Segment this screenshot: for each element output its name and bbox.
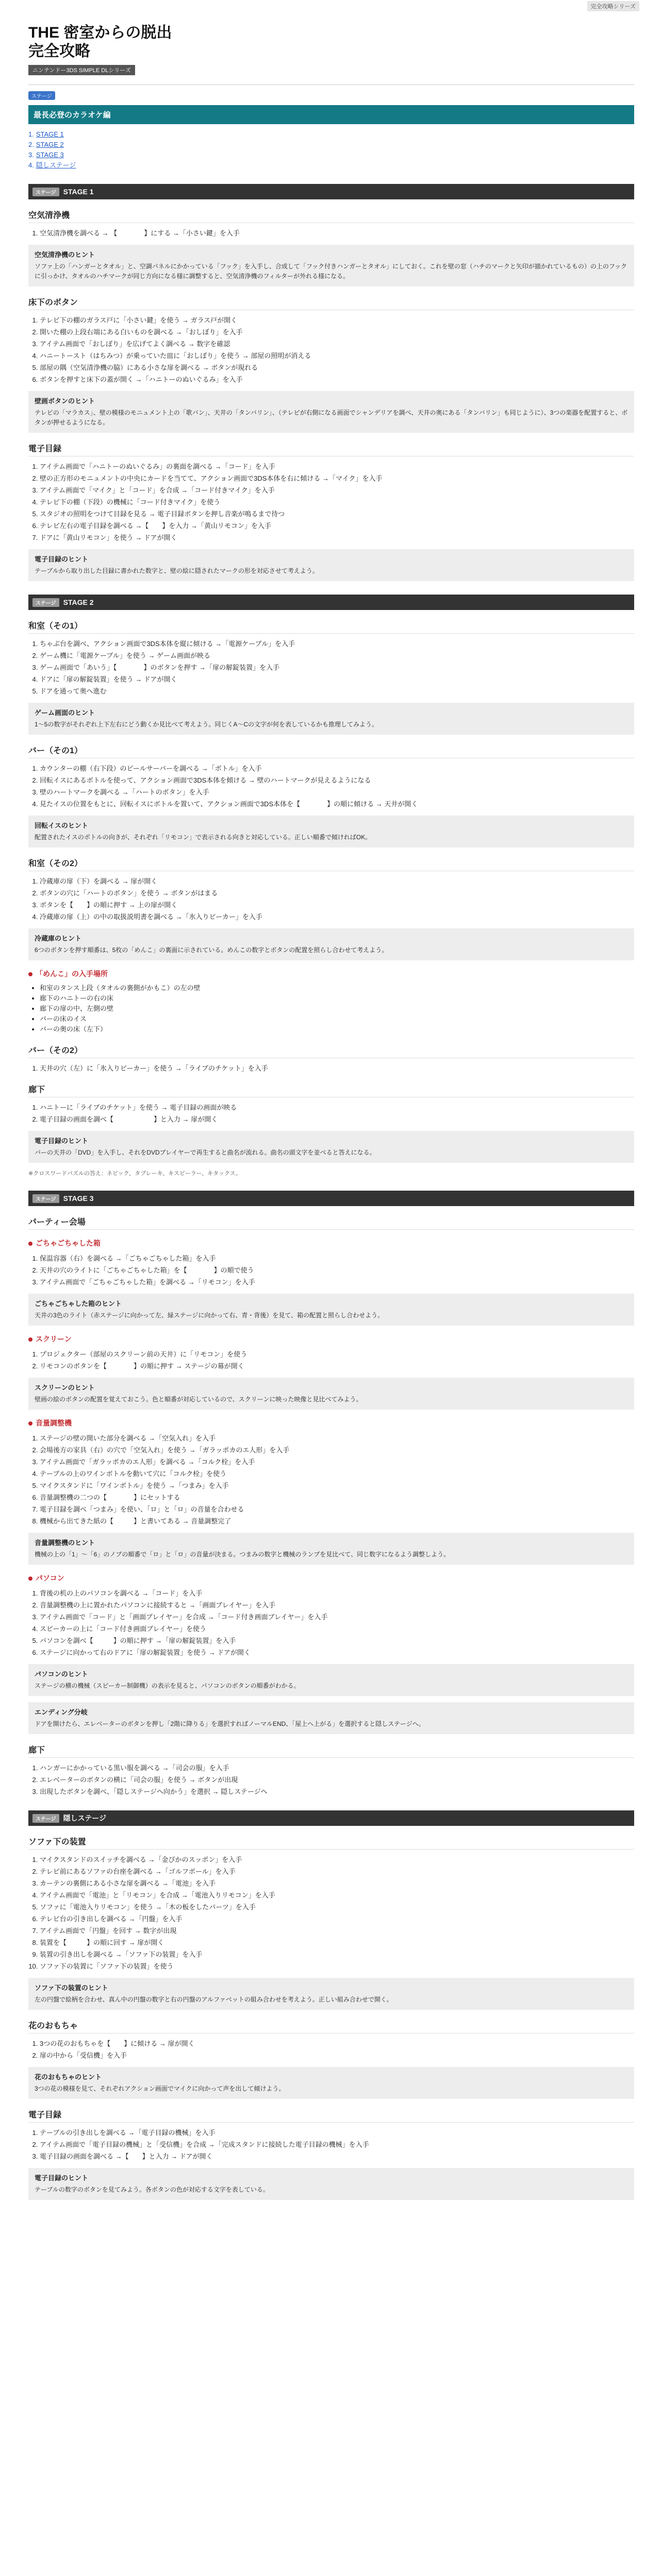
step-list bbox=[28, 639, 634, 697]
step: 2. 回転イスにあるボトルを使って、アクション画面で3DS本体を傾ける → 壁のハートマークが見えるようになる bbox=[40, 775, 634, 786]
step: 2. 開いた棚の上段右端にある白いものを調べる →「おしぼり」を入手 bbox=[40, 327, 634, 337]
step: 1. 背後の机の上のパソコンを調べる →「コード」を入手 bbox=[40, 1588, 634, 1599]
hint-text: テレビの「マラカス」、壁の模様のモニュメント上の「歌バン」、天井の「タンバリン」、（テレビが右側になる画面でシャンデリアを調べ、天井の奥にある「タンバリン」も同じように）、3つの楽器を配置すると、ボタンが押せるようになる。 bbox=[35, 409, 628, 426]
hint-box bbox=[28, 245, 634, 286]
step: 7. 電子目録を調べ「つまみ」を使い、「ロ」と「ロ」の音量を合わせる bbox=[40, 1504, 634, 1515]
subheading-text: 「めんこ」の入手場所 bbox=[36, 970, 108, 978]
stage1-section-floor bbox=[28, 296, 634, 433]
step: 1. テーブルの引き出しを調べる →「電子目録の機械」を入手 bbox=[40, 2128, 634, 2138]
step: 2. テレビ前にあるソファの台座を調べる →「ゴルフボール」を入手 bbox=[40, 1867, 634, 1877]
hint-text: 左の円盤で絵柄を合わせ、真ん中の円盤の数字と右の円盤のアルファベットの組み合わせを考えよう。正しい組み合わせで開く。 bbox=[35, 1996, 393, 2003]
section-title: 空気清浄機 bbox=[28, 209, 634, 223]
toc-link-hidden[interactable]: 隠しステージ bbox=[36, 161, 76, 169]
section-title: ソファ下の装置 bbox=[28, 1835, 634, 1850]
step-list bbox=[28, 1063, 634, 1074]
step-list bbox=[28, 1855, 634, 1972]
step-list bbox=[28, 462, 634, 543]
hint-box bbox=[28, 2168, 634, 2200]
hint-title: 電子目録のヒント bbox=[35, 2174, 89, 2182]
hint-text: 3つの花の模様を見て、それぞれアクション画面でマイクに向かって声を出して傾けよう。 bbox=[35, 2085, 285, 2092]
hint-title: 空気清浄機のヒント bbox=[35, 251, 95, 259]
section-title: バー（その2） bbox=[28, 1044, 634, 1058]
list-item: • 和室のタンス上段（タオルの裏側がかもこ）の左の壁 bbox=[40, 983, 634, 993]
hint-box bbox=[28, 1533, 634, 1565]
step: 3. 電子目録の画面を調べる →【 】と入力 → ドアが開く bbox=[40, 2151, 634, 2162]
hint-text: ソファ上の「ハンガーとタオル」と、空調パネルにかかっている「フック」を入手し、合成して「フック付きハンガーとタオル」にしておく。これを壁の窓（ハチのマークと矢印が描かれているもの）の上のフックに引っかけ、タオルのハチマークが同じ方向になる様に調整すると、空気清浄機のフィルターが外れる様になる。 bbox=[35, 263, 627, 280]
hint-text: ドアを開けたら、エレベーターのボタンを押し「2階に降りる」を選択すればノーマルEND、「屋上へ上がる」を選択すると隠しステージへ。 bbox=[35, 1720, 425, 1727]
step: 1. テレビ下の棚のガラス戸に「小さい鍵」を使う → ガラス戸が開く bbox=[40, 315, 634, 326]
stage2-header bbox=[28, 595, 634, 610]
step: 1. 保温容器（右）を調べる →「ごちゃごちゃした箱」を入手 bbox=[40, 1253, 634, 1264]
section-title: 床下のボタン bbox=[28, 296, 634, 310]
hidden-stage-header bbox=[28, 1810, 634, 1826]
hint-title: ゲーム画面のヒント bbox=[35, 709, 95, 717]
step: 2. 電子目録の画面を調べ【 】と入力 → 扉が開く bbox=[40, 1114, 634, 1125]
section-title: バー（その1） bbox=[28, 744, 634, 758]
step: 1. 天井の穴（左）に「氷入りビーカー」を使う →「ライブのチケット」を入手 bbox=[40, 1063, 634, 1074]
hint-title: スクリーンのヒント bbox=[35, 1384, 95, 1392]
stage-tag: ステージ bbox=[32, 598, 59, 607]
step: 2. ボタンの穴に「ハートのボタン」を使う → ボタンがはまる bbox=[40, 888, 634, 899]
hint-title: ソファ下の装置のヒント bbox=[35, 1984, 108, 1992]
step-list bbox=[28, 1588, 634, 1658]
hint-box bbox=[28, 1131, 634, 1163]
stage2-section-washitsu2 bbox=[28, 857, 634, 1035]
step: 4. 見たイスの位置をもとに、回転イスにボトルを置いて、アクション画面で3DS本体を【 】の順に傾ける → 天井が開く bbox=[40, 799, 634, 809]
step: 4. ハニートースト（はちみつ）が乗っていた皿に「おしぼり」を使う → 部屋の照明が消える bbox=[40, 351, 634, 361]
step: 8. 機械から出てきた紙の【 】と書いてある → 音量調整完了 bbox=[40, 1516, 634, 1527]
step: 3. アイテム画面で「コード」と「画面ブレイヤー」を合成 →「コード付き画面ブレイヤー」を入手 bbox=[40, 1612, 634, 1622]
step: 4. テレビ下の棚（下段）の機械に「コード付きマイク」を使う bbox=[40, 497, 634, 507]
hint-box bbox=[28, 928, 634, 960]
step: 2. ゲーム機に「電源ケーブル」を使う → ゲーム画面が映る bbox=[40, 651, 634, 661]
hint-title: ごちゃごちゃした箱のヒント bbox=[35, 1300, 122, 1308]
step: 7. ドアに「黄山リモコン」を使う → ドアが開く bbox=[40, 533, 634, 543]
hint-title: 音量調整機のヒント bbox=[35, 1539, 95, 1547]
section-title: 電子目録 bbox=[28, 442, 634, 456]
subheading bbox=[28, 1573, 634, 1583]
hint-text: テーブルの数字のボタンを見てみよう。各ボタンの色が対応する文字を表している。 bbox=[35, 2186, 269, 2193]
hint-box bbox=[28, 1294, 634, 1326]
stage-tag: ステージ bbox=[32, 188, 59, 196]
stage-label: STAGE 2 bbox=[63, 598, 94, 606]
step: 3. 出現したボタンを調べ、「隠しステージへ向かう」を選択 → 隠しステージへ bbox=[40, 1787, 634, 1797]
step: 5. マイクスタンドに「ワインボトル」を使う →「つまみ」を入手 bbox=[40, 1481, 634, 1491]
step: 1. ハンガーにかかっている黒い服を調べる →「司会の服」を入手 bbox=[40, 1763, 634, 1773]
stage1-header bbox=[28, 184, 634, 199]
hint-title: パソコンのヒント bbox=[35, 1670, 88, 1678]
stage3-header bbox=[28, 1191, 634, 1206]
hint-box bbox=[28, 1378, 634, 1410]
section-title: パーティー会場 bbox=[28, 1215, 634, 1230]
hint-title: 花のおもちゃのヒント bbox=[35, 2073, 102, 2081]
step: 7. アイテム画面で「円盤」を回す → 数字が出現 bbox=[40, 1926, 634, 1936]
stage1-section-air bbox=[28, 209, 634, 286]
hint-text: 6つのボタンを押す順番は、5枚の「めんこ」の裏面に示されている。めんこの数字とボタンの配置を照らし合わせて考えよう。 bbox=[35, 946, 388, 954]
step: 2. 扉の中から「受信機」を入手 bbox=[40, 2050, 634, 2061]
hidden-section-catalog bbox=[28, 2108, 634, 2200]
hint-box bbox=[28, 703, 634, 735]
step: 3. アイテム画面で「ガラッポカのエ人形」を調べる →「コルク栓」を入手 bbox=[40, 1457, 634, 1467]
subheading bbox=[28, 1238, 634, 1248]
bullet-dot-icon bbox=[28, 1337, 32, 1342]
step: 4. 冷蔵庫の扉（上）の中の取扱説明書を調べる →「氷入りビーカー」を入手 bbox=[40, 912, 634, 922]
step-list bbox=[28, 1763, 634, 1797]
hint-text: 1〜5の数字がそれぞれ上下左右にどう動くか見比べて考えよう。同じくA〜Cの文字が何を表しているかも推理してみよう。 bbox=[35, 721, 378, 728]
toc-item[interactable]: 1. STAGE 1 bbox=[28, 130, 64, 138]
step: 3. ボタンを【 】の順に押す → 上の扉が開く bbox=[40, 900, 634, 910]
stage-label: STAGE 3 bbox=[63, 1194, 94, 1202]
step: 6. テレビ台の引き出しを調べる →「円盤」を入手 bbox=[40, 1914, 634, 1924]
hidden-section-flower bbox=[28, 2019, 634, 2099]
step-list bbox=[28, 1349, 634, 1371]
step: 5. ドアを通って奥へ進む bbox=[40, 686, 634, 697]
step: 3. アイテム画面で「マイク」と「コード」を合成 →「コード付きマイク」を入手 bbox=[40, 485, 634, 496]
hint-text: バーの天井の「DVD」を入手し、それをDVDプレイヤーで再生すると曲名が流れる。曲名の頭文字を並べると答えになる。 bbox=[35, 1149, 376, 1156]
step: 2. 音量調整機の上に置かれたパソコンに接続すると →「画面ブレイヤー」を入手 bbox=[40, 1600, 634, 1611]
step: 5. パソコンを調べ【 】の順に押す →「扉の解錠装置」を入手 bbox=[40, 1636, 634, 1646]
hint-text: 壁画の絵のボタンの配置を覚えておこう。色と順番が対応しているので、スクリーンに映った映像と見比べてみよう。 bbox=[35, 1396, 362, 1403]
section-title: 電子目録 bbox=[28, 2108, 634, 2123]
step: 8. 装置を【 】の順に回す → 扉が開く bbox=[40, 1938, 634, 1948]
stage2-section-bar2 bbox=[28, 1044, 634, 1074]
step: 4. アイテム画面で「電池」と「リモコン」を合成 →「電池入りリモコン」を入手 bbox=[40, 1890, 634, 1901]
section-banner: 最長必登のカラオケ編 bbox=[28, 105, 634, 124]
hint-text: 機械の上の「1」〜「6」のノブの順番で「ロ」と「ロ」の音量が決まる。つまみの数字と機械のランプを見比べて、同じ数字になるよう調整しよう。 bbox=[35, 1551, 450, 1558]
step: 4. テーブルの上のワインボトルを動いて穴に「コルク栓」を使う bbox=[40, 1469, 634, 1479]
step: 3. アイテム画面で「おしぼり」を広げてよく調べる → 数字を確認 bbox=[40, 339, 634, 349]
hint-title: 冷蔵庫のヒント bbox=[35, 935, 82, 942]
series-badge: 完全攻略シリーズ bbox=[587, 1, 639, 11]
toc-item[interactable]: 2. STAGE 2 bbox=[28, 141, 64, 148]
hint-title: 壁画ボタンのヒント bbox=[35, 397, 95, 405]
step: 4. ドアに「扉の解錠装置」を使う → ドアが開く bbox=[40, 674, 634, 685]
step-list bbox=[28, 2039, 634, 2061]
subheading-text: スクリーン bbox=[36, 1335, 72, 1343]
step: 1. プロジェクター（部屋のスクリーン前の天井）に「リモコン」を使う bbox=[40, 1349, 634, 1360]
toc-item[interactable]: 4. 隠しステージ bbox=[28, 161, 76, 169]
step-list bbox=[28, 1433, 634, 1527]
list-item: • バーの床のイス bbox=[40, 1014, 634, 1024]
step-list bbox=[28, 228, 634, 239]
subheading-text: 音量調整機 bbox=[36, 1419, 72, 1427]
bullet-dot-icon bbox=[28, 1577, 32, 1581]
toc-item[interactable]: 3. STAGE 3 bbox=[28, 151, 64, 159]
hint-title: 電子目録のヒント bbox=[35, 1137, 89, 1145]
step: 6. 音量調整機の二つの【 】にセットする bbox=[40, 1493, 634, 1503]
step: 3. ゲーム画面で「あいう」【 】のボタンを押す →「扉の解錠装置」を入手 bbox=[40, 663, 634, 673]
step: 2. リモコンのボタンを【 】の順に押す → ステージの幕が開く bbox=[40, 1361, 634, 1371]
divider bbox=[28, 84, 634, 85]
step: 1. ちゃぶ台を調べ、アクション画面で3DS本体を縦に傾ける →「電源ケーブル」を入手 bbox=[40, 639, 634, 649]
stage-label: STAGE 1 bbox=[63, 188, 94, 196]
step: 1. 冷蔵庫の扉（下）を調べる → 扉が開く bbox=[40, 876, 634, 887]
hint-text: 配置されたイスのボトルの向きが、それぞれ「リモコン」で表示される向きと対応している。正しい順番で傾ければOK。 bbox=[35, 834, 372, 841]
list-item: • 廊下のハニトーの右の床 bbox=[40, 993, 634, 1004]
stage-label: 隠しステージ bbox=[63, 1814, 107, 1822]
title-line-2: 完全攻略 bbox=[28, 43, 90, 60]
step: 1. マイクスタンドのスイッチを調べる →「金びかのスッポン」を入手 bbox=[40, 1855, 634, 1865]
stage1-section-catalog bbox=[28, 442, 634, 581]
section-title: 花のおもちゃ bbox=[28, 2019, 634, 2033]
bullet-dot-icon bbox=[28, 1242, 32, 1246]
hint-box bbox=[28, 816, 634, 848]
list-item: • 廊下の扉の中、左側の壁 bbox=[40, 1004, 634, 1014]
step-list bbox=[28, 764, 634, 809]
stage-tag: ステージ bbox=[32, 1194, 59, 1203]
step: 6. ステージに向かって右のドアに「扉の解錠装置」を使う → ドアが開く bbox=[40, 1648, 634, 1658]
step: 2. アイテム画面で「電子目録の機械」と「受信機」を合成 →「完成スタンドに接続した電子目録の機械」を入手 bbox=[40, 2140, 634, 2150]
main-content bbox=[28, 0, 634, 2200]
toc-link-stage1[interactable]: STAGE 1 bbox=[36, 130, 64, 138]
section-title: 廊下 bbox=[28, 1083, 634, 1097]
stage2-section-bar1 bbox=[28, 744, 634, 848]
step-list bbox=[28, 876, 634, 922]
bullet-dot-icon bbox=[28, 1421, 32, 1426]
category-pill[interactable]: ステージ bbox=[28, 91, 55, 100]
section-title: 和室（その1） bbox=[28, 619, 634, 634]
step: 4. スピーカーの上に「コード付き画面ブレイヤー」を使う bbox=[40, 1624, 634, 1634]
step: 2. 壁の正方形のモニュメントの中央にカードを当てて、アクション画面で3DS本体を右に傾ける →「マイク」を入手 bbox=[40, 473, 634, 484]
subheading-text: パソコン bbox=[36, 1574, 64, 1582]
subheading bbox=[28, 1334, 634, 1344]
hidden-section-sofa bbox=[28, 1835, 634, 2010]
step: 5. 部屋の隅（空気清浄機の脇）にある小さな扉を調べる → ボタンが現れる bbox=[40, 363, 634, 373]
step: 1. アイテム画面で「ハニトーのぬいぐるみ」の裏面を調べる →「コード」を入手 bbox=[40, 462, 634, 472]
step: 5. スタジオの照明をつけて目録を見る → 電子目録ボタンを押し音楽が鳴るまで待つ bbox=[40, 509, 634, 519]
step: 1. 3つの花のおもちゃを【 】に傾ける → 扉が開く bbox=[40, 2039, 634, 2049]
hint-title: エンディング分岐 bbox=[35, 1708, 88, 1716]
subheading bbox=[28, 1418, 634, 1428]
page-title bbox=[28, 0, 634, 61]
stage-tag: ステージ bbox=[32, 1814, 59, 1823]
stage2-section-washitsu1 bbox=[28, 619, 634, 735]
step-list bbox=[28, 315, 634, 385]
step: 3. 壁のハートマークを調べる →「ハートのボタン」を入手 bbox=[40, 787, 634, 798]
hint-text: ステージの横の機械（スピーカー制御機）の表示を見ると、パソコンのボタンの順番がわかる。 bbox=[35, 1682, 300, 1689]
stage2-section-corridor bbox=[28, 1083, 634, 1177]
title-line-1: THE 密室からの脱出 bbox=[28, 24, 172, 41]
subheading-text: ごちゃごちゃした箱 bbox=[36, 1239, 101, 1247]
hint-box bbox=[28, 1702, 634, 1734]
step: 1. カウンターの棚（右下段）のビールサーバーを調べる →「ボトル」を入手 bbox=[40, 764, 634, 774]
step: 3. カーテンの裏側にある小さな扉を調べる →「電池」を入手 bbox=[40, 1878, 634, 1889]
step: 6. テレビ左右の電子目録を調べる →【 】を入力 →「黄山リモコン」を入手 bbox=[40, 521, 634, 531]
bullet-dot-icon bbox=[28, 972, 32, 976]
section-title: 和室（その2） bbox=[28, 857, 634, 871]
list-item: • バーの奥の床（左下） bbox=[40, 1024, 634, 1035]
step: 2. 会場後方の家具（右）の穴で「空気入れ」を使う →「ガラッポカのエ人形」を入手 bbox=[40, 1445, 634, 1455]
bullet-list bbox=[28, 983, 634, 1035]
stage3-section-party bbox=[28, 1215, 634, 1734]
step: 9. 装置の引き出しを調べる →「ソファ下の装置」を入手 bbox=[40, 1950, 634, 1960]
footnote: ※クロスワードパズルの答え：ネビック、タブレーキ、キスビーラー、キタックス。 bbox=[28, 1171, 242, 1177]
hint-title: 回転イスのヒント bbox=[35, 822, 88, 829]
step: 1. ステージの壁の開いた部分を調べる →「空気入れ」を入手 bbox=[40, 1433, 634, 1444]
step: 2. 天井の穴のライトに「ごちゃごちゃした箱」を【 】の順で使う bbox=[40, 1265, 634, 1276]
toc-link-stage2[interactable]: STAGE 2 bbox=[36, 141, 64, 148]
step: 1. 空気清浄機を調べる → 【 】にする →「小さい鍵」を入手 bbox=[40, 228, 634, 239]
toc-link-stage3[interactable]: STAGE 3 bbox=[36, 151, 64, 159]
step-list bbox=[28, 2128, 634, 2162]
step-list bbox=[28, 1253, 634, 1287]
step-list bbox=[28, 1103, 634, 1125]
step: 10. ソファ下の装置に「ソファ下の装置」を使う bbox=[40, 1961, 634, 1972]
step: 6. ボタンを押すと床下の蓋が開く →「ハニトーのぬいぐるみ」を入手 bbox=[40, 375, 634, 385]
step: 2. エレベーターのボタンの横に「司会の服」を使う → ボタンが出現 bbox=[40, 1775, 634, 1785]
stage3-section-corridor bbox=[28, 1743, 634, 1797]
hint-box bbox=[28, 2067, 634, 2099]
table-of-contents bbox=[28, 129, 634, 171]
hint-box bbox=[28, 391, 634, 433]
step: 3. アイテム画面で「ごちゃごちゃした箱」を調べる →「リモコン」を入手 bbox=[40, 1277, 634, 1287]
hint-box bbox=[28, 1978, 634, 2010]
hint-title: 電子目録のヒント bbox=[35, 555, 89, 563]
hint-text: 天井の3色のライト（赤ステージに向かって左、緑ステージに向かって右、青・背後）を見て、箱の配置と照らし合わせよう。 bbox=[35, 1312, 384, 1319]
subheading bbox=[28, 969, 634, 979]
subtitle: ニンテンドー3DS SIMPLE DLシリーズ bbox=[28, 65, 135, 75]
hint-text: テーブルから取り出した目録に書かれた数字と、壁の絵に隠されたマークの形を対応させて考えよう。 bbox=[35, 567, 319, 574]
step: 5. ソファに「電池入りリモコン」を使う →「木の板をしたパーツ」を入手 bbox=[40, 1902, 634, 1912]
step: 1. ハニトーに「ライブのチケット」を使う → 電子目録の画面が映る bbox=[40, 1103, 634, 1113]
hint-box bbox=[28, 549, 634, 581]
section-title: 廊下 bbox=[28, 1743, 634, 1758]
hint-box bbox=[28, 1664, 634, 1696]
